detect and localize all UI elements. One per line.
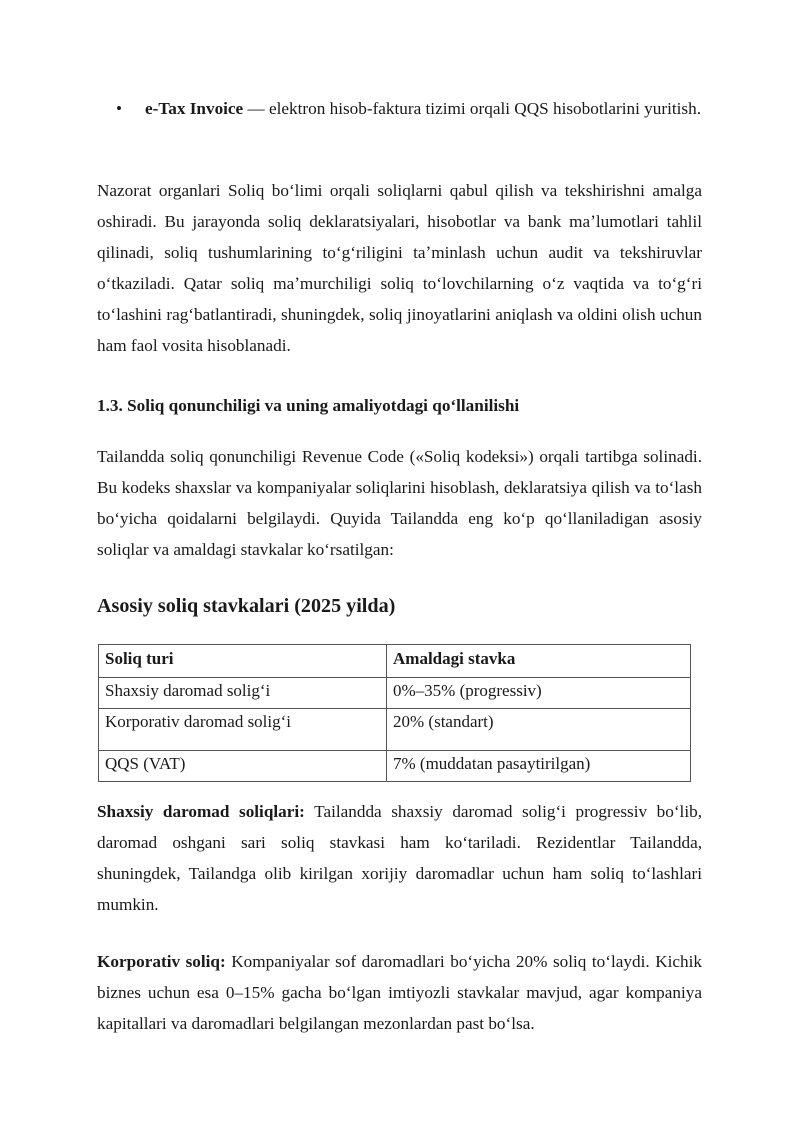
bullet-list <box>97 93 702 124</box>
table-cell: Korporativ daromad soligʻi <box>99 709 387 751</box>
paragraph-lead: Shaxsiy daromad soliqlari: <box>97 802 305 821</box>
table-row <box>99 709 691 751</box>
table-cell: 0%–35% (progressiv) <box>387 678 691 709</box>
bullet-text: — elektron hisob-faktura tizimi orqali QQS hisobotlarini yuritish. <box>243 99 701 118</box>
table-cell: 20% (standart) <box>387 709 691 751</box>
section-heading: 1.3. Soliq qonunchiligi va uning amaliyotdagi qoʻllanilishi <box>97 396 520 415</box>
table-cell: Shaxsiy daromad soligʻi <box>99 678 387 709</box>
table-heading: Asosiy soliq stavkalari (2025 yilda) <box>97 595 396 617</box>
table-cell: 7% (muddatan pasaytirilgan) <box>387 751 691 782</box>
table-row <box>99 678 691 709</box>
paragraph-lead: Korporativ soliq: <box>97 952 226 971</box>
bullet-term: e-Tax Invoice <box>145 99 244 118</box>
paragraph-revenue-code: Tailandda soliq qonunchiligi Revenue Code («Soliq kodeksi») orqali tartibga solinadi. Bu kodeks shaxslar va kompaniyalar soliqlarini hisoblash, deklaratsiya qilish va toʻlash boʻyicha qoidalarni belgilaydi. Quyida Tailandda eng koʻp qoʻllaniladigan asosiy soliqlar va amaldagi stavkalar koʻrsatilgan: <box>97 447 702 559</box>
paragraph-body: Kompaniyalar sof daromadlari boʻyicha 20% soliq toʻlaydi. Kichik biznes uchun esa 0–15% gacha boʻlgan imtiyozli stavkalar mavjud, agar kompaniya kapitallari va daromadlari belgilangan mezonlardan past boʻlsa. <box>97 952 702 1033</box>
paragraph-control-bodies: Nazorat organlari Soliq boʻlimi orqali soliqlarni qabul qilish va tekshirishni amalga oshiradi. Bu jarayonda soliq deklaratsiyalari, hisobotlar va bank maʼlumotlari tahlil qilinadi, soliq tushumlarining toʻgʻriligini taʼminlash uchun audit va tekshiruvlar oʻtkaziladi. Qatar soliq maʼmurchiligi soliq toʻlovchilarning oʻz vaqtida va toʻgʻri toʻlashini ragʻbatlantiradi, shuningdek, soliq jinoyatlarini aniqlash va oldini olish uchun ham faol vosita hisoblanadi. <box>97 181 702 355</box>
tax-rates-table <box>98 644 691 782</box>
column-header: Amaldagi stavka <box>387 645 691 678</box>
table-row <box>99 751 691 782</box>
table-header-row <box>99 645 691 678</box>
bullet-marker: • <box>116 99 123 118</box>
column-header: Soliq turi <box>99 645 387 678</box>
paragraph-personal-income-tax <box>97 796 702 920</box>
table-cell: QQS (VAT) <box>99 751 387 782</box>
list-item <box>97 93 702 124</box>
paragraph-body: Tailandda shaxsiy daromad soligʻi progressiv boʻlib, daromad oshgani sari soliq stavkasi ham koʻtariladi. Rezidentlar Tailandda, shuningdek, Tailandga olib kirilgan xorijiy daromadlar uchun ham soliq toʻlashlari mumkin. <box>97 802 703 914</box>
paragraph-corporate-tax <box>97 946 702 1039</box>
